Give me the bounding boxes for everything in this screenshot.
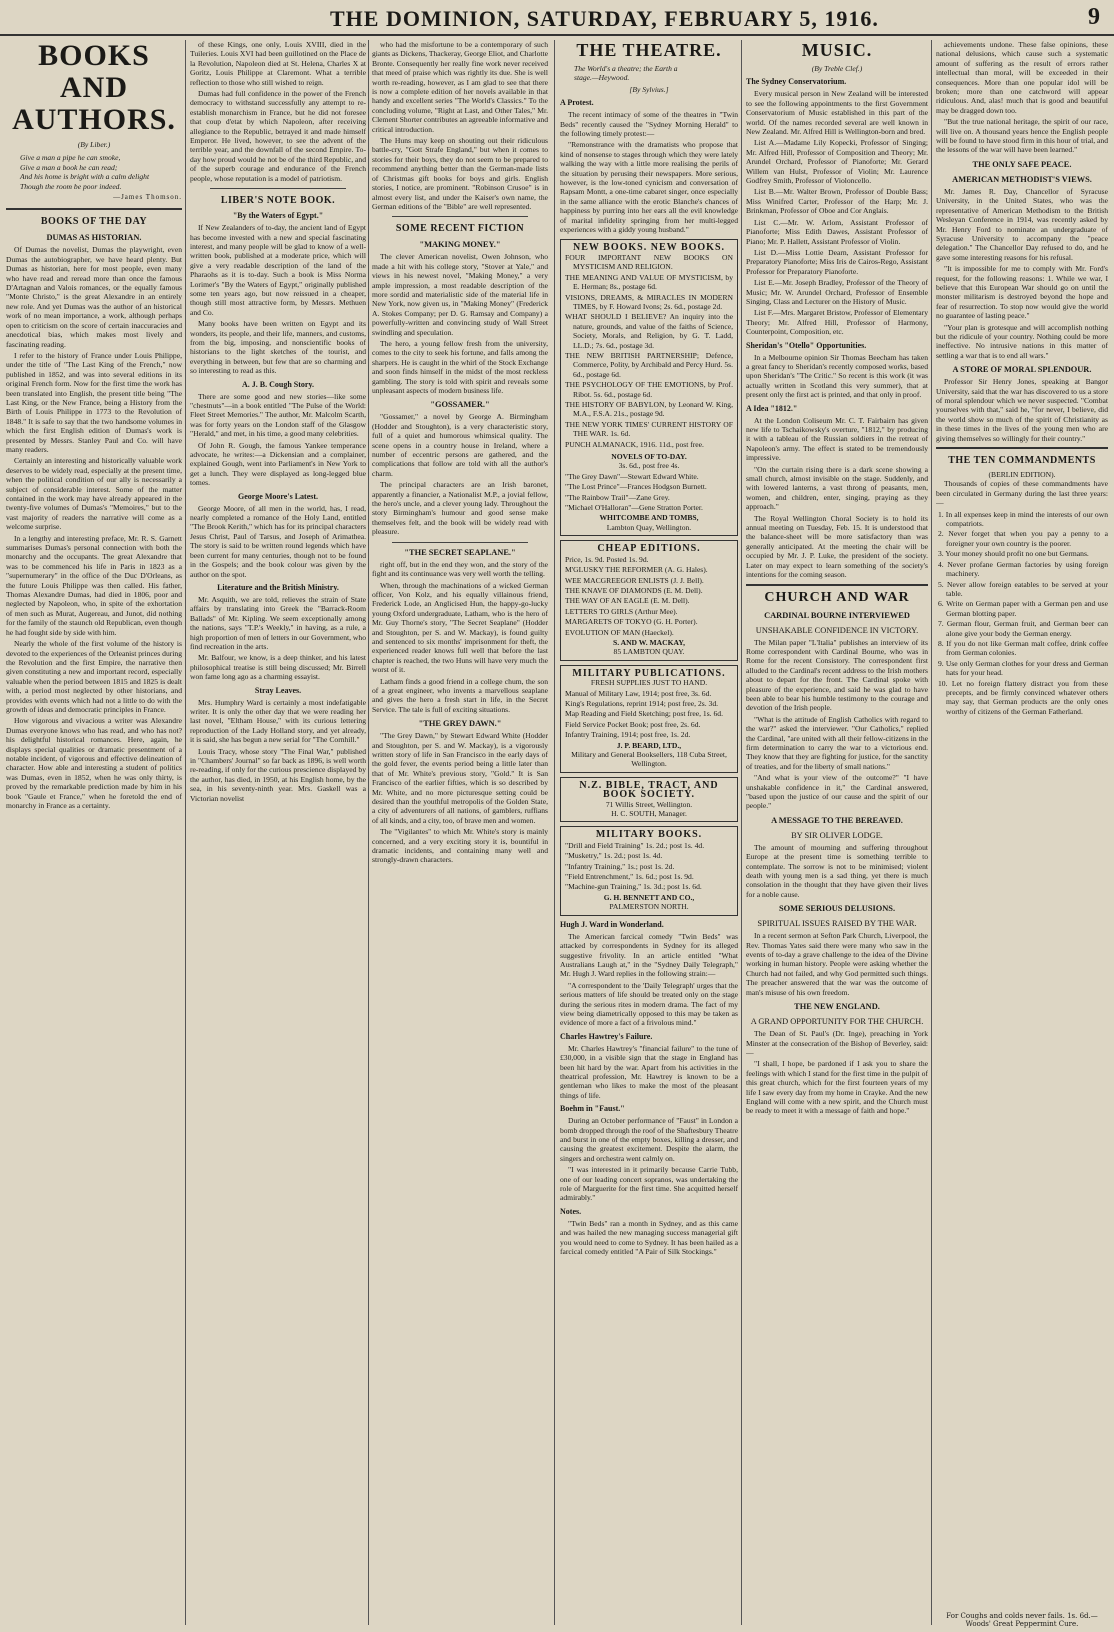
article-paragraph: Mr. James R. Day, Chancellor of Syracuse University, in the United States, who was the representative of American Methodism to the British Wesleyan Conference in 1914, was recently asked by Mr. Henry Ford to nominate an undergraduate of Syracuse University to accompany the "peace delegation." The Chancellor Day refused to do, and he gave some interesting reasons for his refusal.: [936, 186, 1108, 262]
divider: [392, 542, 528, 543]
ad-item: THE MEANING AND VALUE OF MYSTICISM, by E. Herman; 8s., postage 6d.: [565, 272, 733, 292]
article-paragraph: "The Grey Dawn," by Stewart Edward White (Hodder and Stoughton, per S. and W. Mackay), is a vigorously written story of life in San Francisco in the early days of the gold fever, the events period being a little later than that of Mr. White's previous story, "Gold." It is San Francisco of the earlier fifties, which is so described by Mr. White, and no more picturesque setting could be desired than the youthful metropolis of the Golden State, a city of adventurers of all nations, of gamblers, ruffians of all kinds, and a city, too, of brave men and women.: [372, 731, 548, 825]
ad-manager: H. C. SOUTH, Manager.: [611, 809, 687, 819]
ad-seller: J. P. BEARD, LTD.,: [616, 740, 682, 750]
verse-line: stage.—Heywood.: [574, 73, 630, 83]
bereaved-heading: A MESSAGE TO THE BEREAVED.: [771, 815, 903, 825]
article-paragraph: "I was interested in it primarily because Carrie Tubb, one of our leading concert sopranos, was undertaking the role of Marguerite for the first time. She acquitted herself admirably.": [560, 1165, 738, 1203]
article-paragraph: Of Dumas the novelist, Dumas the playwright, even Dumas the autobiographer, we have heard plenty. But Dumas as historian, here for most people, even many who have read and reread more than once the famous D'Artagnan and Valois romances, or the equally famous "Monte Christo," is the great Alexandre in an entirely new role. And yet Dumas was the author of an historical work of no mean importance, a work, although perhaps open to criticism on the score of certain inaccuracies and anecdotical bias, which makes most lively and fascinating reading.: [6, 245, 182, 349]
verse-line: And his home is bright with a calm delight: [20, 172, 150, 182]
safe-peace-heading: THE ONLY SAFE PEACE.: [972, 159, 1072, 169]
article-paragraph: George Moore, of all men in the world, has, I read, nearly completed a romance of the Holy Land, entitled "The Brook Kerith," which has for its principal characters Jesus Christ, Paul of Tarsus, and Joseph of Arimathea. The story is said to be written round legends which have been current for many centuries, though not to be found in the Gospels; and the book colour was given by the author on the spot.: [190, 503, 366, 579]
commandment-item: 1. In all expenses keep in mind the interests of our own compatriots.: [938, 509, 1108, 529]
commandment-item: 9. Use only German clothes for your dress and German hats for your head.: [938, 658, 1108, 678]
verse-attribution: —James Thomson.: [113, 193, 182, 202]
boehm-heading: Boehm in "Faust.": [560, 1104, 625, 1114]
ad-item: "Field Entrenchment," 1s. 6d.; post 1s. 9d.: [565, 872, 694, 882]
article-paragraph: In a Melbourne opinion Sir Thomas Beecham has taken a great fancy to Sheridan's recently composed works, based upon Sheridan's "The Critic." So recent is this work (it was actually written in Scotland this very summer), that at present only the first act is printed, and that only in proof.: [746, 352, 928, 400]
commandment-item: 4. Never profane German factories by using foreign machinery.: [938, 559, 1108, 579]
article-paragraph: The "Vigilantes" to which Mr. White's story is mainly concerned, and a very exciting story it is, bountiful in dramatic incidents, and containing many well and strongly-drawn characters.: [372, 827, 548, 865]
masthead: [0, 0, 1114, 36]
article-paragraph: Latham finds a good friend in a college chum, the son of a great engineer, who invents a marvellous seaplane and gives the hero a fresh start in life, in the Secret Service. The tale is full of exciting situations.: [372, 676, 548, 714]
ad-seller: S. AND W. MACKAY,: [612, 637, 686, 647]
article-paragraph: "And what is your view of the outcome?" "I have unshakable confidence in it," the Cardinal answered, "based upon the justice of our cause and the spirit of our people.": [746, 773, 928, 811]
ad-item: MARGARETS OF TOKYO (G. H. Porter).: [565, 617, 698, 627]
article-paragraph: The amount of mourning and suffering throughout Europe at the present time is something terrible to contemplate. The sorrow is not to be minimised; violent death with young men is a sad thing, yet there is much consolation in the thought that they have given their lives for a noble cause.: [746, 842, 928, 899]
bible-society-advertisement: [560, 777, 738, 823]
otello-heading: Sheridan's "Otello" Opportunities.: [746, 340, 867, 350]
column-6: [936, 40, 1108, 1625]
column-rule: [554, 40, 555, 1625]
column-rule: [185, 40, 186, 1625]
article-paragraph: Certainly an interesting and historically valuable work deserves to be widely read, especially at the present time, when the political condition of our ally is necessarily a subject of considerable interest. Some of the matter contained in the work may have already appeared in the twenty-five volumes of Dumas's "Memoires," but to the vast majority of readers the narrative will come as a welcome surprise.: [6, 456, 182, 532]
commandment-item: 6. Write on German paper with a German pen and use German blotting paper.: [938, 599, 1108, 618]
ad-item: Field Service Pocket Book; post free, 2s. 6d.: [565, 719, 701, 729]
epigraph-verse: [6, 153, 182, 191]
commandment-item: 8. If you do not like German malt coffee, drink coffee from German colonies.: [938, 638, 1108, 658]
ad-item: THE WAY OF AN EAGLE (E. M. Dell).: [565, 596, 690, 606]
ad-address: 85 LAMBTON QUAY.: [613, 647, 685, 657]
article-paragraph: Louis Tracy, whose story "The Final War," published in "Chambers' Journal" so far back as 1896, is well worth re-reading, if only for the curious prescience displayed by the author, has died, in 1950, at his English home, by the sea, in his seventy-ninth year. Mrs. Gaskell was a Victorian novelist: [190, 746, 366, 803]
article-paragraph: The Royal Wellington Choral Society is to hold its annual meeting on Tuesday, Feb. 15. It is understood that the balance-sheet will be more satisfactory than was generally anticipated. At the meeting the chair will be occupied by Mr. J. P. Luke, the president of the society. Later on may expect to learn something of the society's intentions for the coming season.: [746, 513, 928, 580]
article-paragraph: At the London Coliseum Mr. C. T. Fairbairn has given new life to Tschaikowsky's overture, "1812," by producing it with a tableau of the Russian soldiers in the retreat of Napoleon's army. The effect is stated to be tremendously impressive.: [746, 415, 928, 463]
cough-story-heading: A. J. B. Cough Story.: [241, 379, 314, 389]
music-heading: MUSIC.: [801, 40, 873, 60]
books-and-authors-heading: BOOKS AND AUTHORS.: [12, 40, 176, 136]
column-3: [372, 40, 548, 1625]
making-money-heading: "MAKING MONEY.": [419, 240, 501, 250]
ad-heading: N.Z. BIBLE, TRACT, AND BOOK SOCIETY.: [579, 779, 719, 801]
commandment-item: 5. Never allow foreign eatables to be served at your table.: [938, 579, 1108, 598]
ad-item: King's Regulations, reprint 1914; post free, 2s. 3d.: [565, 698, 719, 708]
article-paragraph: of these Kings, one only, Louis XVIII, died in the Tuileries. Louis XVI had been guillotined on the Place de la Revolution, Napoleon died at St. Helena, Charles X at Goritz, Louis Philippe at Claremont. What a terrible reflection to those who still wished to reign.: [190, 40, 366, 87]
article-paragraph: Professor Sir Henry Jones, speaking at Bangor University, said that the war has discovered to us a store of moral splendour which we never suspected. "Combat yourselves with that," said he, "for never, I believe, did the world show so much of the spirit of Christianity as in these times in the lives of the young men who are giving themselves so willingly for their country.": [936, 377, 1108, 443]
column-1: [6, 40, 182, 1625]
ad-heading: CHEAP EDITIONS.: [597, 543, 701, 555]
ad-item: THE KNAVE OF DIAMONDS (E. M. Dell).: [565, 585, 703, 595]
commandment-item: 2. Never forget that when you pay a penny to a foreigner your own country is the poorer.: [938, 529, 1108, 548]
books-of-the-day-heading: BOOKS OF THE DAY: [40, 216, 148, 228]
article-paragraph: "Gossamer," a novel by George A. Birmingham (Hodder and Stoughton), is a very characteristic story, full of a quiet and humorous whimsical quality. The scene opens in a country house in Ireland, where a number of eccentric persons are gathered, and the complications that follow are told with all the author's charm.: [372, 412, 548, 478]
bereaved-subheading: BY SIR OLIVER LODGE.: [791, 830, 883, 840]
theatre-verse: [560, 64, 738, 83]
wonderland-heading: Hugh J. Ward in Wonderland.: [560, 919, 664, 929]
ad-seller: WHITCOMBE AND TOMBS,: [599, 513, 699, 523]
ad-item: THE PSYCHOLOGY OF THE EMOTIONS, by Prof. Ribot. 5s. 6d., postage 6d.: [565, 380, 733, 399]
verse-line: Give a man a book he can read;: [20, 162, 118, 172]
article-paragraph: The hero, a young fellow fresh from the university, comes to the city to seek his fortune, and falls among the sharpers. He is caught in the whirl of the Stock Exchange and soon finds himself in the midst of the most reckless gambling. The story is told with spirit and reveals some unpleasant aspects of modern business life.: [372, 338, 548, 395]
ad-address: Military and General Booksellers, 118 Cuba Street, Wellington.: [571, 750, 727, 769]
article-paragraph: "What is the attitude of English Catholics with regard to the war?" asked the interviewer. "Our Catholics," replied the Cardinal, "are united with all their fellow-citizens in the firm determination to carry the war to a victorious end. They know that they are fighting for justice, for the sanctity of treaties, and for the liberty of small nations.": [746, 714, 928, 771]
notes-heading: Notes.: [560, 1206, 582, 1216]
ad-item: LETTERS TO GIRLS (Arthur Mee).: [565, 606, 678, 616]
ad-item: M'GLUSKY THE REFORMER (A. G. Hales).: [565, 565, 708, 575]
ad-item: WEE MACGREEGOR ENLISTS (J. J. Bell).: [565, 575, 704, 585]
ad-item: "Drill and Field Training" 1s. 2d.; post 1s. 4d.: [565, 840, 705, 850]
article-paragraph: Many books have been written on Egypt and its wonders, its people, and their life, manners, and customs, from the big, imposing, and nonscientific books of historians to the light sketches of the tourist, and everything in between, but few that are so charming and so interesting to read as this.: [190, 319, 366, 376]
article-paragraph: If New Zealanders of to-day, the ancient land of Egypt has become invested with a new and special fascinating interest, and many people will be glad to know of a well-written book, published at a moderate price, which will give a very readable description of the land of the Pharaohs as it is to-day. Such a book is Miss Norma Lorimer's "By the Waters of Egypt," originally published some ten years ago, but now reissued in a cheaper, though still most attractive form, by Messrs. Methuen and Co.: [190, 223, 366, 317]
article-paragraph: "Twin Beds" ran a month in Sydney, and as this came and was hailed the new managing success managerial gift you would need to come to Sydney. It has been hailed as a farcical comedy entitled "A Pair of Silk Stockings.": [560, 1218, 738, 1257]
verse-line: Give a man a pipe he can smoke,: [20, 153, 121, 163]
ad-item: PUNCH ALMANACK, 1916. 11d., post free.: [565, 439, 704, 449]
theatre-heading: THE THEATRE.: [576, 40, 722, 60]
column-5: [746, 40, 928, 1625]
conservatorium-heading: The Sydney Conservatorium.: [746, 77, 847, 87]
article-paragraph: Mr. Balfour, we know, is a deep thinker, and his latest philosophical treatise is still being discussed; Mr. Birrell won fame long ago as a charming essayist.: [190, 653, 366, 682]
bourne-heading: CARDINAL BOURNE INTERVIEWED: [764, 610, 910, 620]
ad-item: WHAT SHOULD I BELIEVE? An inquiry into the nature, grounds, and value of the faiths of Science, Society, Morals, and Religion, by G. T. Ladd, LL.D.; 7s. 6d., postage 3d.: [565, 312, 733, 350]
divider: [6, 208, 182, 210]
commandments-subheading: (BERLIN EDITION).: [988, 470, 1056, 480]
article-paragraph: Mr. Charles Hawtrey's "financial failure" to the tune of £30,000, in a visible sign that the stage in England has been hit hard by the war. Apart from his activities in the theatrical profession, Mr. Hawtrey is known to be a gentleman who likes to make the most of the pleasant things of life.: [560, 1043, 738, 1100]
new-england-subheading: A GRAND OPPORTUNITY FOR THE CHURCH.: [750, 1017, 924, 1027]
delusions-heading: SOME SERIOUS DELUSIONS.: [778, 904, 896, 914]
ad-seller: G. H. BENNETT AND CO.,: [603, 892, 695, 902]
article-paragraph: List B.—Mr. Walter Brown, Professor of Double Bass; Miss Winifred Carter, Professor of the Harp; Mr. J. Brinkman, Professor of Oboe and Cor Anglais.: [746, 187, 928, 216]
article-paragraph: Of John R. Gough, the famous Yankee temperance advocate, he writes:—a Dickensian and a complainer, explained Gough, went into Parliament's in New York to get a lunch. They were displayed as long-legged blue tomes.: [190, 440, 366, 488]
splendour-heading: A STORE OF MORAL SPLENDOUR.: [952, 365, 1092, 375]
ad-item: EVOLUTION OF MAN (Haeckel).: [565, 627, 674, 637]
novel-item: "Michael O'Halloran"—Gene Stratton Porter.: [565, 503, 703, 513]
ad-item: Price, 1s. 9d. Posted 1s. 9d.: [565, 554, 649, 564]
column-rule: [931, 40, 932, 1625]
divider: [936, 447, 1108, 449]
article-paragraph: The Dean of St. Paul's (Dr. Inge), preaching in York Minster at the consecration of the Bishop of Beverley, said:—: [746, 1029, 928, 1057]
commandment-item: 10. Let no foreign flattery distract you from these precepts, and be firmly convinced whatever others may say, that German products are the only ones worthy of citizens of the German Fatherland.: [938, 678, 1108, 716]
dumas-heading: DUMAS AS HISTORIAN.: [46, 233, 142, 243]
novels-heading: NOVELS OF TO-DAY.: [611, 452, 687, 462]
gossamer-heading: "GOSSAMER.": [430, 400, 490, 410]
article-paragraph: List C.—Mr. W. Arlom, Assistant Professor of Pianoforte; Miss Edith Dawes, Assistant Professor of Piano; Mr. P. Hallett, Assistant Professor of Violin.: [746, 217, 928, 246]
article-paragraph: "On the curtain rising there is a dark scene showing a small church, almost invisible on the stage. Suddenly, and with lowered lanterns, a vast throng of peasants, men, women, and children, enter, singing, praying as they approach.": [746, 464, 928, 512]
commandments-intro: Thousands of copies of these commandments have been circulated in Germany during the last three years:—: [936, 479, 1108, 508]
bottom-advert-line: For Coughs and colds never fails. 1s. 6d.—Woods' Great Peppermint Cure.: [946, 1612, 1098, 1628]
article-paragraph: Dumas had full confidence in the power of the French democracy to withstand successfully any attempt to re-establish monarchism in France, but he did not foresee that coup d'etat by which Napoleon, after receiving allegiance to the Republic, betrayed it and made himself Emperor. He lived, however, to see the advent of the terrible year, and the downfall of the second Empire. To-day how proud would he not be of the third Republic, and of the superb courage and endurance of the French people, whose reputation is a model of patriotism.: [190, 89, 366, 183]
article-paragraph: "I shall, I hope, be pardoned if I ask you to share the feelings with which I stand for the first time in the pulpit of this great church, which for the first fourteen years of my life I saw every day from my home in Crayke. And the new England will come with a new spirit, and the Church must be ready to meet it with a message of faith and hope.": [746, 1059, 928, 1116]
article-paragraph: List F.—Mrs. Margaret Bristow, Professor of Elementary Theory; Mr. Alfred Hill, Professor of Harmony, Counterpoint, Composition, etc.: [746, 308, 928, 337]
article-paragraph: Mrs. Humphry Ward is certainly a most indefatigable writer. It is only the other day that we were reading her last novel, "Eltham House," with its curious lettering reproduction of the Lady Holland story, and yet already, it is said, she has begun a new serial for "The Cornhill.": [190, 697, 366, 745]
article-paragraph: Every musical person in New Zealand will be interested to see the following appointments to the first Government Conservatorium of Music established in this part of the world. Of the names recorded several are well known in New Zealand. Mr. Alfred Hill is Wellington-born and bred.: [746, 89, 928, 137]
novels-price: 3s. 6d., post free 4s.: [618, 461, 680, 471]
literature-heading: Literature and the British Ministry.: [217, 582, 339, 592]
ad-heading: MILITARY PUBLICATIONS.: [572, 667, 726, 679]
ad-item: VISIONS, DREAMS, & MIRACLES IN MODERN TIMES, by F. Howard Ivons; 2s. 6d., postage 2d.: [565, 292, 733, 311]
ad-item: THE HISTORY OF BABYLON, by Leonard W. King, M.A., F.S.A. 21s., postage 9d.: [565, 400, 733, 419]
music-byline: (By Treble Clef.): [811, 64, 863, 73]
article-paragraph: I refer to the history of France under Louis Philippe, under the title of "The Last King of the French," now published in 1852, and was into several editions in its original French form. Now for the first time the work has been translated into English, the present title being "The Last King, or the New France, being a History from the Birth of Louis Philippe in 1773 to the Revolution of 1848." It is safe to say that the two handsome volumes in which the first English edition of Dumas's work is presented by Messrs. Stanley Paul and Co. will have many readers.: [6, 350, 182, 454]
ad-item: THE NEW BRITISH PARTNERSHIP; Defence, Commerce, Polity, by Archibald and Percy Hurd. 5s. 6d., postage 6d.: [565, 350, 734, 379]
article-paragraph: The recent intimacy of some of the theatres in "Twin Beds" recently caused the "Sydney Morning Herald" to the following timely protest:—: [560, 110, 738, 139]
novel-item: "The Grey Dawn"—Stewart Edward White.: [565, 471, 699, 481]
novel-item: "The Lost Prince"—Frances Hodgson Burnett.: [565, 482, 707, 492]
ad-item: Manual of Military Law, 1914; post free, 3s. 6d.: [565, 688, 712, 698]
article-paragraph: "Remonstrance with the dramatists who propose that kind of nonsense to stages through which they were lately walking the way with a little more realising the perils of the situation by perusing their newspapers. More serious, however, is the low-toned cynicism and conversation of Rapsam Montt, a one-time cabaret singer, once especially in the same alliance with the erotic Blanche's chances of happiness by purring into her ears all the evil knowledge of marital infidelity springing from her multi-legged experiences with a giddy young husband.": [560, 140, 738, 235]
new-books-advertisement: [560, 239, 738, 537]
ad-address: PALMERSTON NORTH.: [609, 902, 689, 912]
page-number: 9: [1088, 4, 1100, 30]
ad-item: THE NEW YORK TIMES' CURRENT HISTORY OF THE WAR. 1s. 6d.: [565, 419, 733, 439]
hawtrey-heading: Charles Hawtrey's Failure.: [560, 1031, 653, 1041]
new-england-heading: THE NEW ENGLAND.: [794, 1002, 880, 1012]
divider: [392, 216, 528, 217]
commandment-item: 3. Your money should profit no one but Germans.: [938, 549, 1089, 559]
ad-heading: MILITARY BOOKS.: [595, 829, 703, 841]
moore-heading: George Moore's Latest.: [237, 491, 319, 501]
article-paragraph: The Huns may keep on shouting out their ridiculous battle-cry, "Gott Strafe England," but when it comes to stories for their boys, they do not seem to be prepared to recommend anything better than the German-made lists of Christmas gift books for boys and girls. English stories, I notice, are prominent. "Robinson Crusoe" is in almost every list, and under the Kaiser's own name, the German editions of the "Bible" are well represented.: [372, 136, 548, 211]
column-2: [190, 40, 366, 1625]
article-paragraph: When, through the machinations of a wicked German officer, Von Kolz, and his equally villainous friend, Frederick Lode, an Anglicised Hun, the happy-go-lucky young Oxford undergraduate, Latham, who is the hero of Mr. Guy Thorne's story, "The Secret Seaplane" (Hodder and Stoughton, per S. and W. Mackay), is found guilty and sentenced to six months' imprisonment for theft, the experienced reader knows full well that before the last chapter is reached, the two Huns will have very much the worst of it.: [372, 580, 548, 675]
article-paragraph: achievements undone. These false opinions, these national delusions, which cause such a systematic amount of suffering as the result of errors rather intellectual than moral, will be exceeded in their consequences. More than one popular idol will be broken; more than one catchword will appear ridiculous. And, alas! much that is good and beautiful may be dragged down too.: [936, 40, 1108, 115]
article-paragraph: "It is impossible for me to comply with Mr. Ford's request, for the following reasons: 1. While we war, I believe that this European War should go on until the monster militarism is destroyed beyond the hope and fear of resurrection. To stop now would give the world no guarantee of lasting peace.": [936, 264, 1108, 321]
ad-address: 71 Willis Street, Wellington.: [605, 799, 693, 809]
article-paragraph: "But the true national heritage, the spirit of our race, will live on. A thousand years hence the English people will be found to have stood firm in this hour of trial, and the lessons of the war will have been learned.": [936, 117, 1108, 155]
verse-line: The World's a theatre; the Earth a: [574, 64, 678, 73]
ad-item: "Machine-gun Training," 1s. 3d.; post 1s. 6d.: [565, 882, 702, 892]
idea-1812-heading: A Idea "1812.": [746, 403, 798, 413]
article-paragraph: The clever American novelist, Owen Johnson, who made a hit with his college story, "Stover at Yale," and views in his newest novel, "Making Money," a very ample impression, a most readable description of the more sordid and materialistic side of the material life in New York, now given us, in "Making Money" (Frederick A. Stokes Company; per D. G. Ramsay and Company) a powerfully-written and convincing study of Wall Street swindling and speculation.: [372, 252, 548, 337]
novel-item: "The Rainbow Trail"—Zane Grey.: [565, 492, 670, 502]
ad-item: Map Reading and Field Sketching; post free, 1s. 6d.: [565, 709, 723, 719]
article-paragraph: List A.—Madame Lily Kopecki, Professor of Singing; Mr. Alfred Hill, Professor of Composition and Theory; Mr. Arundel Orchard, Professor of Pianoforte; Mr. Gerard Willem van Hulst, Professor of Violin; Mr. Laurence Godfrey Smith, Professor of Violoncello.: [746, 138, 928, 186]
bourne-subheading: UNSHAKABLE CONFIDENCE IN VICTORY.: [755, 625, 919, 635]
newspaper-title: THE DOMINION, SATURDAY, FEBRUARY 5, 1916.: [330, 6, 879, 31]
ad-item: "Musketry," 1s. 2d.; post 1s. 4d.: [565, 851, 663, 861]
seaplane-heading: "THE SECRET SEAPLANE.": [404, 547, 516, 557]
recent-fiction-heading: SOME RECENT FICTION: [395, 223, 525, 235]
article-paragraph: who had the misfortune to be a contemporary of such giants as Dickens, Thackeray, George Eliot, and Charlotte Bronte. Consequently her really fine work never received that meed of praise which was rightly its due. She is well worth re-reading, however, as I am glad to see that there is now a complete edition of her novels available in that handy and excellent series "The World's Classics." To the concluding volume, "Right at Last, and Other Tales," Mr. Clement Shorter contributes an agreeable informative and critical introduction.: [372, 40, 548, 134]
military-books-advertisement: [560, 826, 738, 915]
ad-heading: NEW BOOKS. NEW BOOKS.: [572, 241, 726, 253]
article-paragraph: During an October performance of "Faust" in London a bomb dropped through the roof of the Shaftesbury Theatre and burst in one of the empty boxes, killing a dresser, and causing the greatest excitement. Despite the alarm, the singers and orchestra went calmly on.: [560, 1116, 738, 1163]
article-paragraph: The principal characters are an Irish baronet, apparently a financier, a Nationalist M.P., a jovial fellow, the hero's uncle, and a clever young lady. Throughout the story Birmingham's humour and good sense make themselves felt, and the book will be widely read with pleasure.: [372, 480, 548, 537]
column-rule: [368, 40, 369, 1625]
verse-line: Though the room be poor indeed.: [20, 181, 122, 191]
protest-heading: A Protest.: [560, 98, 594, 108]
commandments-heading: THE TEN COMMANDMENTS: [948, 455, 1096, 467]
article-paragraph: List E.—Mr. Joseph Bradley, Professor of the Theory of Music; Mr. W. Arundel Orchard, Professor of Ensemble Singing, Class and Lecturer on the History of Music.: [746, 278, 928, 306]
divider: [746, 584, 928, 586]
ad-item: "Infantry Training," 1s.; post 1s. 2d.: [565, 861, 675, 871]
article-paragraph: In a lengthy and interesting preface, Mr. R. S. Garnett summarises Dumas's personal connection with both the monarchy and the occupants. The great Alexandre that was to be commenced his life in Paris in 1823 as a "supernumerary" in the office of the Duc D'Orleans, as the future Louis Philippe was then called. His father, Thomas Alexandre Dumas, had died in 1806, poor and neglected by Napoleon, who, in spite of the exhortation of men such as Murat, Augereau, and Junot, did nothing for the family of the staunch old Republican, even though he had fought side by side with him.: [6, 533, 182, 637]
theatre-byline: [By Sylvius.]: [629, 84, 669, 94]
article-paragraph: How vigorous and vivacious a writer was Alexandre Dumas everyone knows who has read, and who has not? his delightful historical romances. Here, again, he displays special qualities or dramatic presentment of a notable incident, of vigorous and effective delineation of character. How able and interesting a student of politics was Dumas, even in 1852, when he was only thirty, is proved by the remarkable prediction made by him in his book "Gaule et France," when he foretold the end of monarchy in France as a certainty.: [6, 716, 182, 810]
cheap-editions-advertisement: [560, 540, 738, 660]
column-rule: [741, 40, 742, 1625]
methodist-heading: AMERICAN METHODIST'S VIEWS.: [952, 174, 1092, 184]
delusions-subheading: SPIRITUAL ISSUES RAISED BY THE WAR.: [757, 919, 917, 929]
church-war-heading: CHURCH AND WAR: [764, 589, 910, 605]
waters-heading: "By the Waters of Egypt.": [232, 211, 324, 221]
article-paragraph: Nearly the whole of the first volume of the history is devoted to the experiences of the Orleanist princes during the Revolution and the first Empire, the narrative then given constituting a new and important record, especially valuable when the period between 1815 and 1825 is dealt with, a period most neglected by other historians, and provides with events which had not a little to do with the growth of ideas and democratic principles in France.: [6, 639, 182, 714]
ad-item: Infantry Training, 1914; post free, 1s. 2d.: [565, 730, 691, 740]
article-paragraph: "Your plan is grotesque and will accomplish nothing but the ridicule of your country. Nothing could be more ineffective. No intrusive nations in this matter of settling a war that is to end all wars.": [936, 322, 1108, 360]
article-paragraph: There are some good and new stories—like some "chestnuts"—in a book entitled "The Pulse of the World: Fleet Street Memories." The author, Mr. Malcolm Scarth, was for forty years on the London staff of the Glasgow "Herald," and met, in his time, a good many celebrities.: [190, 391, 366, 439]
article-paragraph: right off, but in the end they won, and the story of the fight and its continuance was very well worth the telling.: [372, 559, 548, 579]
column-4: [560, 40, 738, 1625]
article-paragraph: Mr. Asquith, we are told, relieves the strain of State affairs by translating into Greek the "Barrack-Room Ballads" of Mr. Kipling. We seem exceptionally among the nations, says "T.P.'s Weekly," in having, as a rule, a high proportion of men of letters in our Government, who find recreation in the arts.: [190, 594, 366, 651]
ad-item: FOUR IMPORTANT NEW BOOKS ON MYSTICISM AND RELIGION.: [565, 252, 733, 272]
article-paragraph: In a recent sermon at Sefton Park Church, Liverpool, the Rev. Thomas Yates said there were many who saw in the events of to-day a grave challenge to the idea of the Divine working in human history. People were asking whether the Church had not failed, and why God permitted such things. The preacher answered that the war was the outcome of man's misuse of his own freedom.: [746, 931, 928, 997]
article-paragraph: "A correspondent to the 'Daily Telegraph' urges that the serious matters of life should be treated only on the stage during the serious rites in modern drama. The fact of my view being diametrically opposed to this may be taken as evidence of more a fact of a frivolous mind.": [560, 980, 738, 1028]
article-paragraph: The Milan paper "L'Italia" publishes an interview of its Rome correspondent with Cardinal Bourne, who was in Rome for the recent Consistory. The correspondent first alluded to the Cardinal's recent address to the Irish mothers about to depart for the front. The Cardinal spoke with pleasure of the experience, and said he was glad to have been able to bear his humble testimony to the courage and devotion of the Irish people.: [746, 637, 928, 713]
stray-leaves-heading: Stray Leaves.: [254, 685, 302, 695]
grey-dawn-heading: "THE GREY DAWN.": [418, 719, 502, 729]
ad-intro: FRESH SUPPLIES JUST TO HAND.: [590, 678, 708, 688]
article-paragraph: The American farcical comedy "Twin Beds" was attacked by correspondents in Sydney for its alleged suggestive frivolity. In an article entitled "What Australians Laugh at," in the "Sydney Daily Telegraph," Mr. Hugh J. Ward replies in the following strain:—: [560, 931, 738, 979]
article-paragraph: List D.—Miss Lottie Dearn, Assistant Professor for Preparatory Pianoforte; Miss Iris de Cairos-Rego, Assistant Professor for Preparatory Pianoforte.: [746, 247, 928, 276]
divider: [210, 188, 346, 189]
books-byline: (By Liber.): [77, 140, 111, 149]
commandment-item: 7. German flour, German fruit, and German beer can alone give your body the German energy.: [938, 619, 1108, 638]
liber-note-book-heading: LIBER'S NOTE BOOK.: [220, 195, 336, 207]
military-publications-advertisement: [560, 665, 738, 773]
ad-address: Lambton Quay, Wellington.: [606, 522, 692, 532]
